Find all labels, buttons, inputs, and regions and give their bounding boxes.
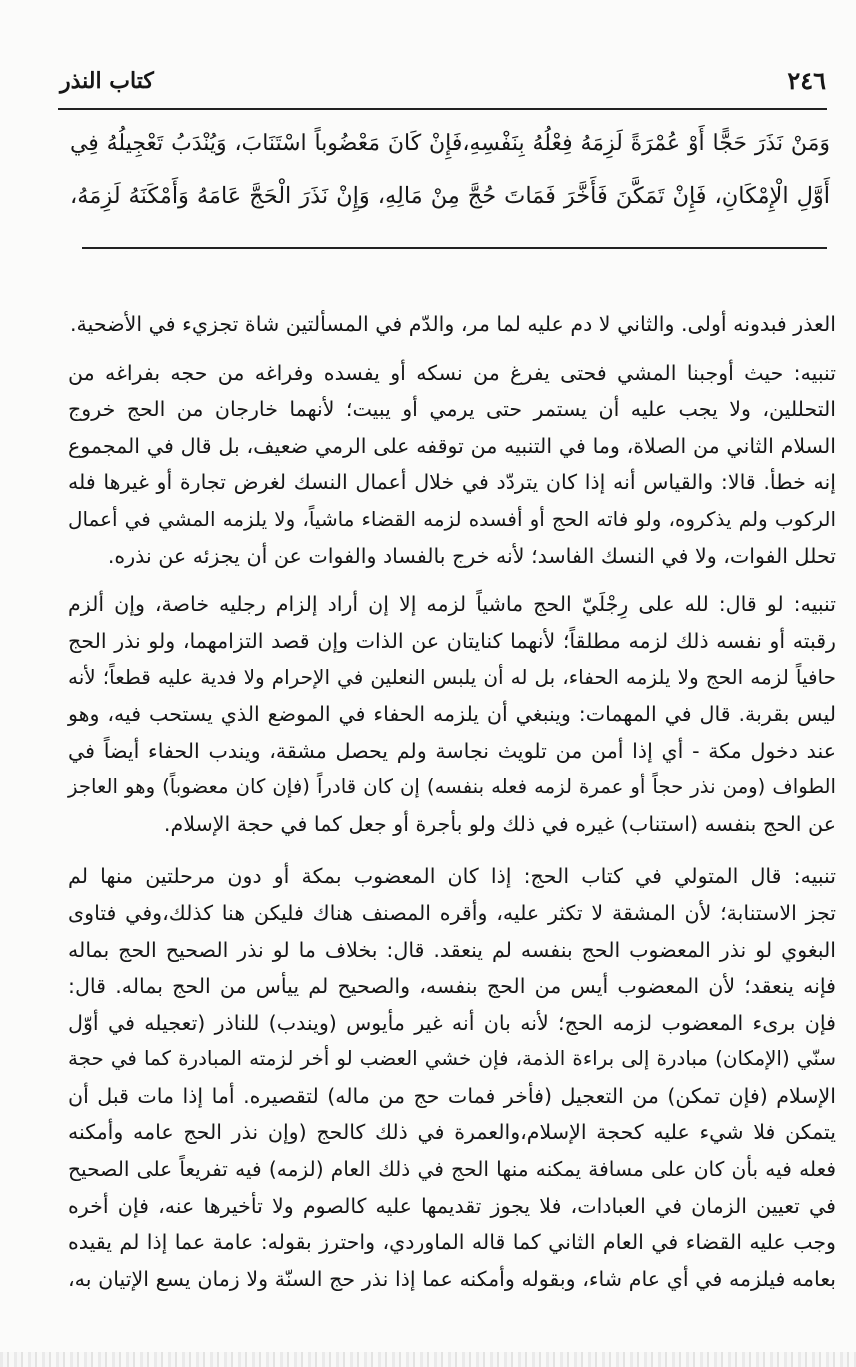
commentary-line: يتمكن فلا شيء عليه كحجة الإسلام،والعمرة في ذلك كالحج (وإن نذر الحج عامه وأمكنه: [68, 1120, 836, 1145]
running-title: كتاب النذر: [60, 68, 154, 94]
commentary-line: عن الحج بنفسه (استناب) غيره في ذلك ولو بأجرة أو جعل كما في حجة الإسلام.: [163, 811, 836, 836]
commentary-line: إنه خطأ. قالا: والقياس أنه إذا كان يتردّد في خلال أعمال النسك لغرض تجارة أو غيرها فله: [68, 470, 836, 495]
scan-noise-top: [0, 0, 856, 58]
header-rule: [58, 108, 827, 110]
matn-text: [70, 118, 830, 222]
commentary-line: الطواف (ومن نذر حجاً أو عمرة لزمه فعله بنفسه) إن كان قادراً (فإن كان معضوباً) وهو العاجز: [68, 775, 836, 799]
commentary-line: الإسلام (فإن تمكن) من التعجيل (فأخر فمات حج من ماله) لتقصيره. أما إذا مات قبل أن: [68, 1083, 836, 1108]
page-header: [58, 66, 826, 106]
commentary-line: العذر فبدونه أولى. والثاني لا دم عليه لما مر، والدّم في المسألتين شاة تجزيء في الأضحية.: [70, 312, 836, 336]
matn-line: أَوَّلِ الْإِمْكَانِ، فَإِنْ تَمَكَّنَ فَأَخَّرَ فَمَاتَ حُجَّ مِنْ مَالِهِ، وَإِنْ نَذَرَ الْحَجَّ عَامَهُ وَأَمْكَنَهُ لَزِمَهُ،: [70, 183, 830, 209]
commentary-line: تنبيه: حيث أوجبنا المشي فحتى يفرغ من نسكه أو يفسده وفراغه من حجه بفراغه من: [68, 360, 836, 385]
commentary-line: حافياً لزمه الحج ولا يلزمه الحفاء، بل له أن يلبس النعلين في الإحرام ولا فدية عليه قطعاً؛ لأنه: [68, 665, 836, 690]
commentary-line: البغوي لو نذر المعضوب الحج بنفسه لم ينعقد. قال: بخلاف ما لو نذر الصحيح الحج بماله: [68, 937, 836, 962]
commentary-line: في تعيين الزمان في العبادات، فلا يجوز تقديمها عليه كالصوم ولا تأخيرها عنه، فإن أخره: [68, 1193, 836, 1218]
commentary-line: فعله فيه بأن كان على مسافة يمكنه منها الحج في ذلك العام (لزمه) فيه تفريعاً على الصحيح: [68, 1157, 836, 1182]
sharh-commentary: [68, 306, 836, 1297]
commentary-line: تنبيه: لو قال: لله على رِجْلَيّ الحج ماشياً لزمه إلا إن أراد إلزام رجليه خاصة، وإن ألزم: [68, 592, 836, 617]
commentary-line: تجز الاستنابة؛ لأن المشقة لا تكثر عليه، وأقره المصنف هناك فليكن هنا كذلك،وفي فتاوى: [68, 900, 836, 925]
commentary-line: تنبيه: قال المتولي في كتاب الحج: إذا كان المعضوب بمكة أو دون مرحلتين منها لم: [68, 864, 836, 889]
commentary-line: التحللين، ولا يجب عليه أن يستمر حتى يرمي أو يبيت؛ لأنهما خارجان من الحج خروج: [68, 397, 836, 422]
matn-separator-rule: [82, 247, 827, 249]
commentary-line: فإن برىء المعضوب لزمه الحج؛ لأنه بان أنه غير مأيوس (ويندب) للناذر (تعجيله في أوّل: [68, 1010, 836, 1035]
commentary-line: فإنه ينعقد؛ لأن المعضوب أيس من الحج بنفسه، والصحيح لم ييأس من الحج بماله. قال:: [68, 974, 836, 999]
commentary-line: وجب عليه القضاء في العام الثاني كما قاله الماوردي، واحترز بقوله: عامة عما إذا لم يقيده: [68, 1230, 836, 1255]
matn-line: وَمَنْ نَذَرَ حَجًّا أَوْ عُمْرَةً لَزِمَهُ فِعْلُهُ بِنَفْسِهِ،فَإِنْ كَانَ مَعْضُوباً اسْتَنَابَ، وَيُنْدَبُ تَعْجِيلُهُ فِي: [70, 131, 830, 156]
commentary-line: بعامه فيلزمه في أي عام شاء، وبقوله وأمكنه عما إذا نذر حج السنّة ولا زمان يسع الإتيان به،: [68, 1266, 836, 1291]
commentary-line: السلام الثاني من الصلاة، وما في التنبيه من توقفه على الرمي ضعيف، بل قال في المجموع: [68, 433, 836, 458]
commentary-line: سنّي (الإمكان) مبادرة إلى براءة الذمة، فإن خشي العضب لو أخر لزمته المبادرة كما في حجة: [68, 1047, 836, 1071]
commentary-line: الركوب ولم يذكروه، ولو فاته الحج أو أفسده لزمه القضاء ماشياً، ولا يلزمه المشي في أعمال: [68, 506, 836, 531]
commentary-line: ليس بقربة. قال في المهمات: وينبغي أن يلزمه الحفاء في الموضع الذي يستحب فيه، وهو: [68, 701, 836, 726]
scan-noise-bottom: [0, 1352, 856, 1367]
page-number: ٢٤٦: [787, 66, 826, 95]
commentary-line: رقبته أو نفسه ذلك لزمه مطلقاً؛ لأنهما كنايتان عن الذات وإن قصد التزامهما، ولو نذر الحج: [68, 628, 836, 653]
commentary-line: عند دخول مكة - أي إذا أمن من تلويث نجاسة ولم يحصل مشقة، ويندب الحفاء أيضاً في: [68, 738, 836, 763]
commentary-line: تحلل الفوات، ولا في النسك الفاسد؛ لأنه خرج بالفساد والفوات عن أن يجزئه عن نذره.: [107, 543, 836, 568]
